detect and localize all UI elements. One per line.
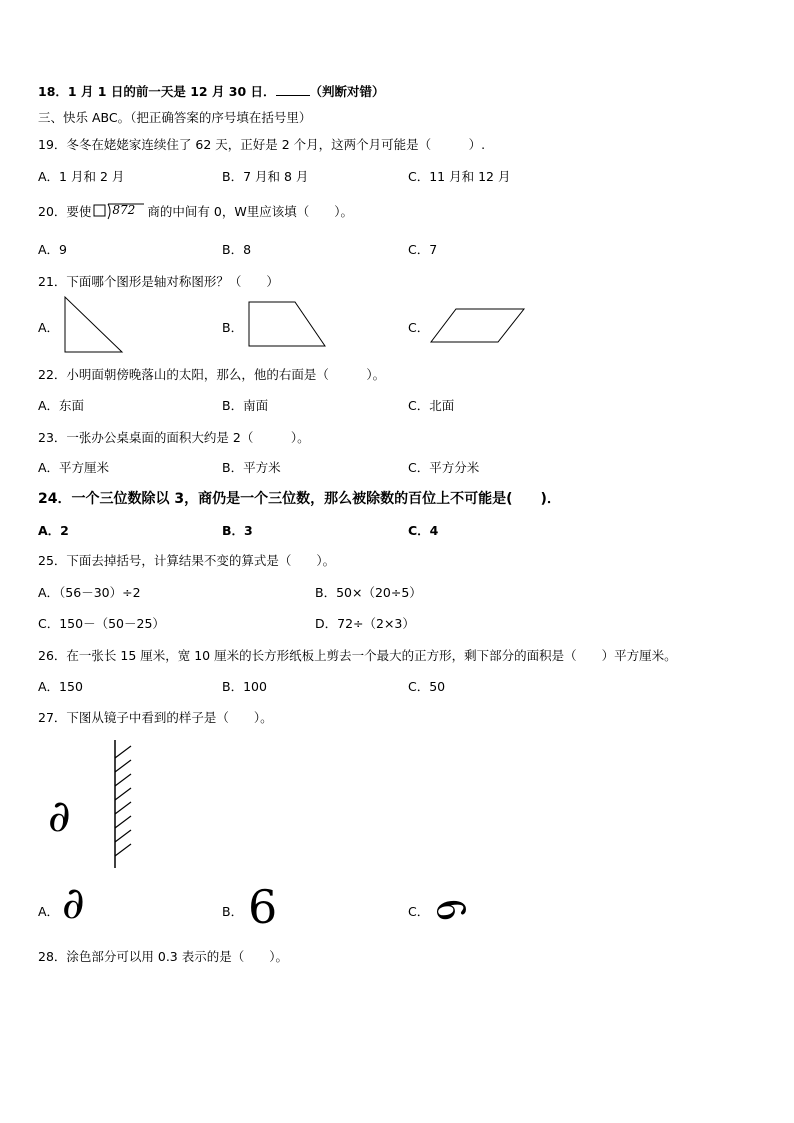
option-c-figure: ∂ [426,898,478,922]
question-26: 26．在一张长 15 厘米，宽 10 厘米的长方形纸板上剪去一个最大的正方形，剩下部分的面积是（ ）平方厘米。 [38,648,677,663]
q21-option-a[interactable]: A． [38,320,60,335]
q22-option-b[interactable]: B．南面 [222,398,269,413]
q25-option-b[interactable]: B．50×（20÷5） [315,585,422,600]
section-heading: 三、快乐 ABC。（把正确答案的序号填在括号里） [38,110,312,125]
question-20 [38,202,353,223]
q27-option-a[interactable]: A． [38,904,60,919]
question-21: 21．下面哪个图形是轴对称图形？（ ） [38,274,279,289]
q22-option-a[interactable]: A．东面 [38,398,85,413]
q25-option-c[interactable]: C．150－（50－25） [38,616,165,631]
q20-prefix: 20．要使 [38,204,92,219]
q20-option-c[interactable]: C．7 [408,242,438,257]
q20-option-a[interactable]: A．9 [38,242,68,257]
mirror-icon [108,738,136,870]
dividend: 872 [112,203,136,217]
option-b-figure: 6 [248,880,278,934]
q26-option-a[interactable]: A．150 [38,679,83,694]
q20-suffix: 商的中间有 0，W里应该填（ ）。 [147,204,353,219]
q18-suffix: （判断对错） [309,84,385,99]
q26-option-c[interactable]: C．50 [408,679,446,694]
q24-option-c[interactable]: C．4 [408,523,439,538]
q18-text: 18．1 月 1 日的前一天是 12 月 30 日． [38,84,276,99]
trapezoid-shape [246,299,330,349]
question-23: 23．一张办公桌桌面的面积大约是 2（ ）。 [38,430,310,445]
q22-option-c[interactable]: C．北面 [408,398,455,413]
right-triangle-shape [62,295,126,355]
q24-option-b[interactable]: B．3 [222,523,253,538]
question-22: 22．小明面朝傍晚落山的太阳，那么，他的右面是（ ）。 [38,367,386,382]
q26-option-b[interactable]: B．100 [222,679,267,694]
question-28: 28．涂色部分可以用 0.3 表示的是（ ）。 [38,949,288,964]
q21-option-c[interactable]: C． [408,320,430,335]
q23-option-a[interactable]: A．平方厘米 [38,460,110,475]
answer-blank[interactable] [276,83,310,96]
q23-option-c[interactable]: C．平方分米 [408,460,480,475]
q23-option-b[interactable]: B．平方米 [222,460,281,475]
parallelogram-shape [428,306,528,346]
option-a-figure: ∂ [62,878,85,929]
q19-option-b[interactable]: B．7 月和 8 月 [222,169,309,184]
q24-option-a[interactable]: A．2 [38,523,69,538]
q19-option-a[interactable]: A．1 月和 2 月 [38,169,125,184]
q20-option-b[interactable]: B．8 [222,242,252,257]
q25-option-a[interactable]: A．（56－30）÷2 [38,585,141,600]
q19-option-c[interactable]: C．11 月和 12 月 [408,169,511,184]
q25-option-d[interactable]: D．72÷（2×3） [315,616,415,631]
q21-option-b[interactable]: B． [222,320,244,335]
question-18 [38,82,385,100]
q27-option-b[interactable]: B． [222,904,244,919]
question-25: 25．下面去掉括号，计算结果不变的算式是（ ）。 [38,553,336,568]
original-figure: ∂ [48,791,71,842]
long-division-symbol [93,202,145,223]
question-27: 27．下图从镜子中看到的样子是（ ）。 [38,710,273,725]
question-24: 24．一个三位数除以 3，商仍是一个三位数，那么被除数的百位上不可能是( )． [38,491,561,507]
q27-option-c[interactable]: C． [408,904,430,919]
question-19: 19．冬冬在姥姥家连续住了 62 天，正好是 2 个月，这两个月可能是（ ）. [38,137,486,152]
